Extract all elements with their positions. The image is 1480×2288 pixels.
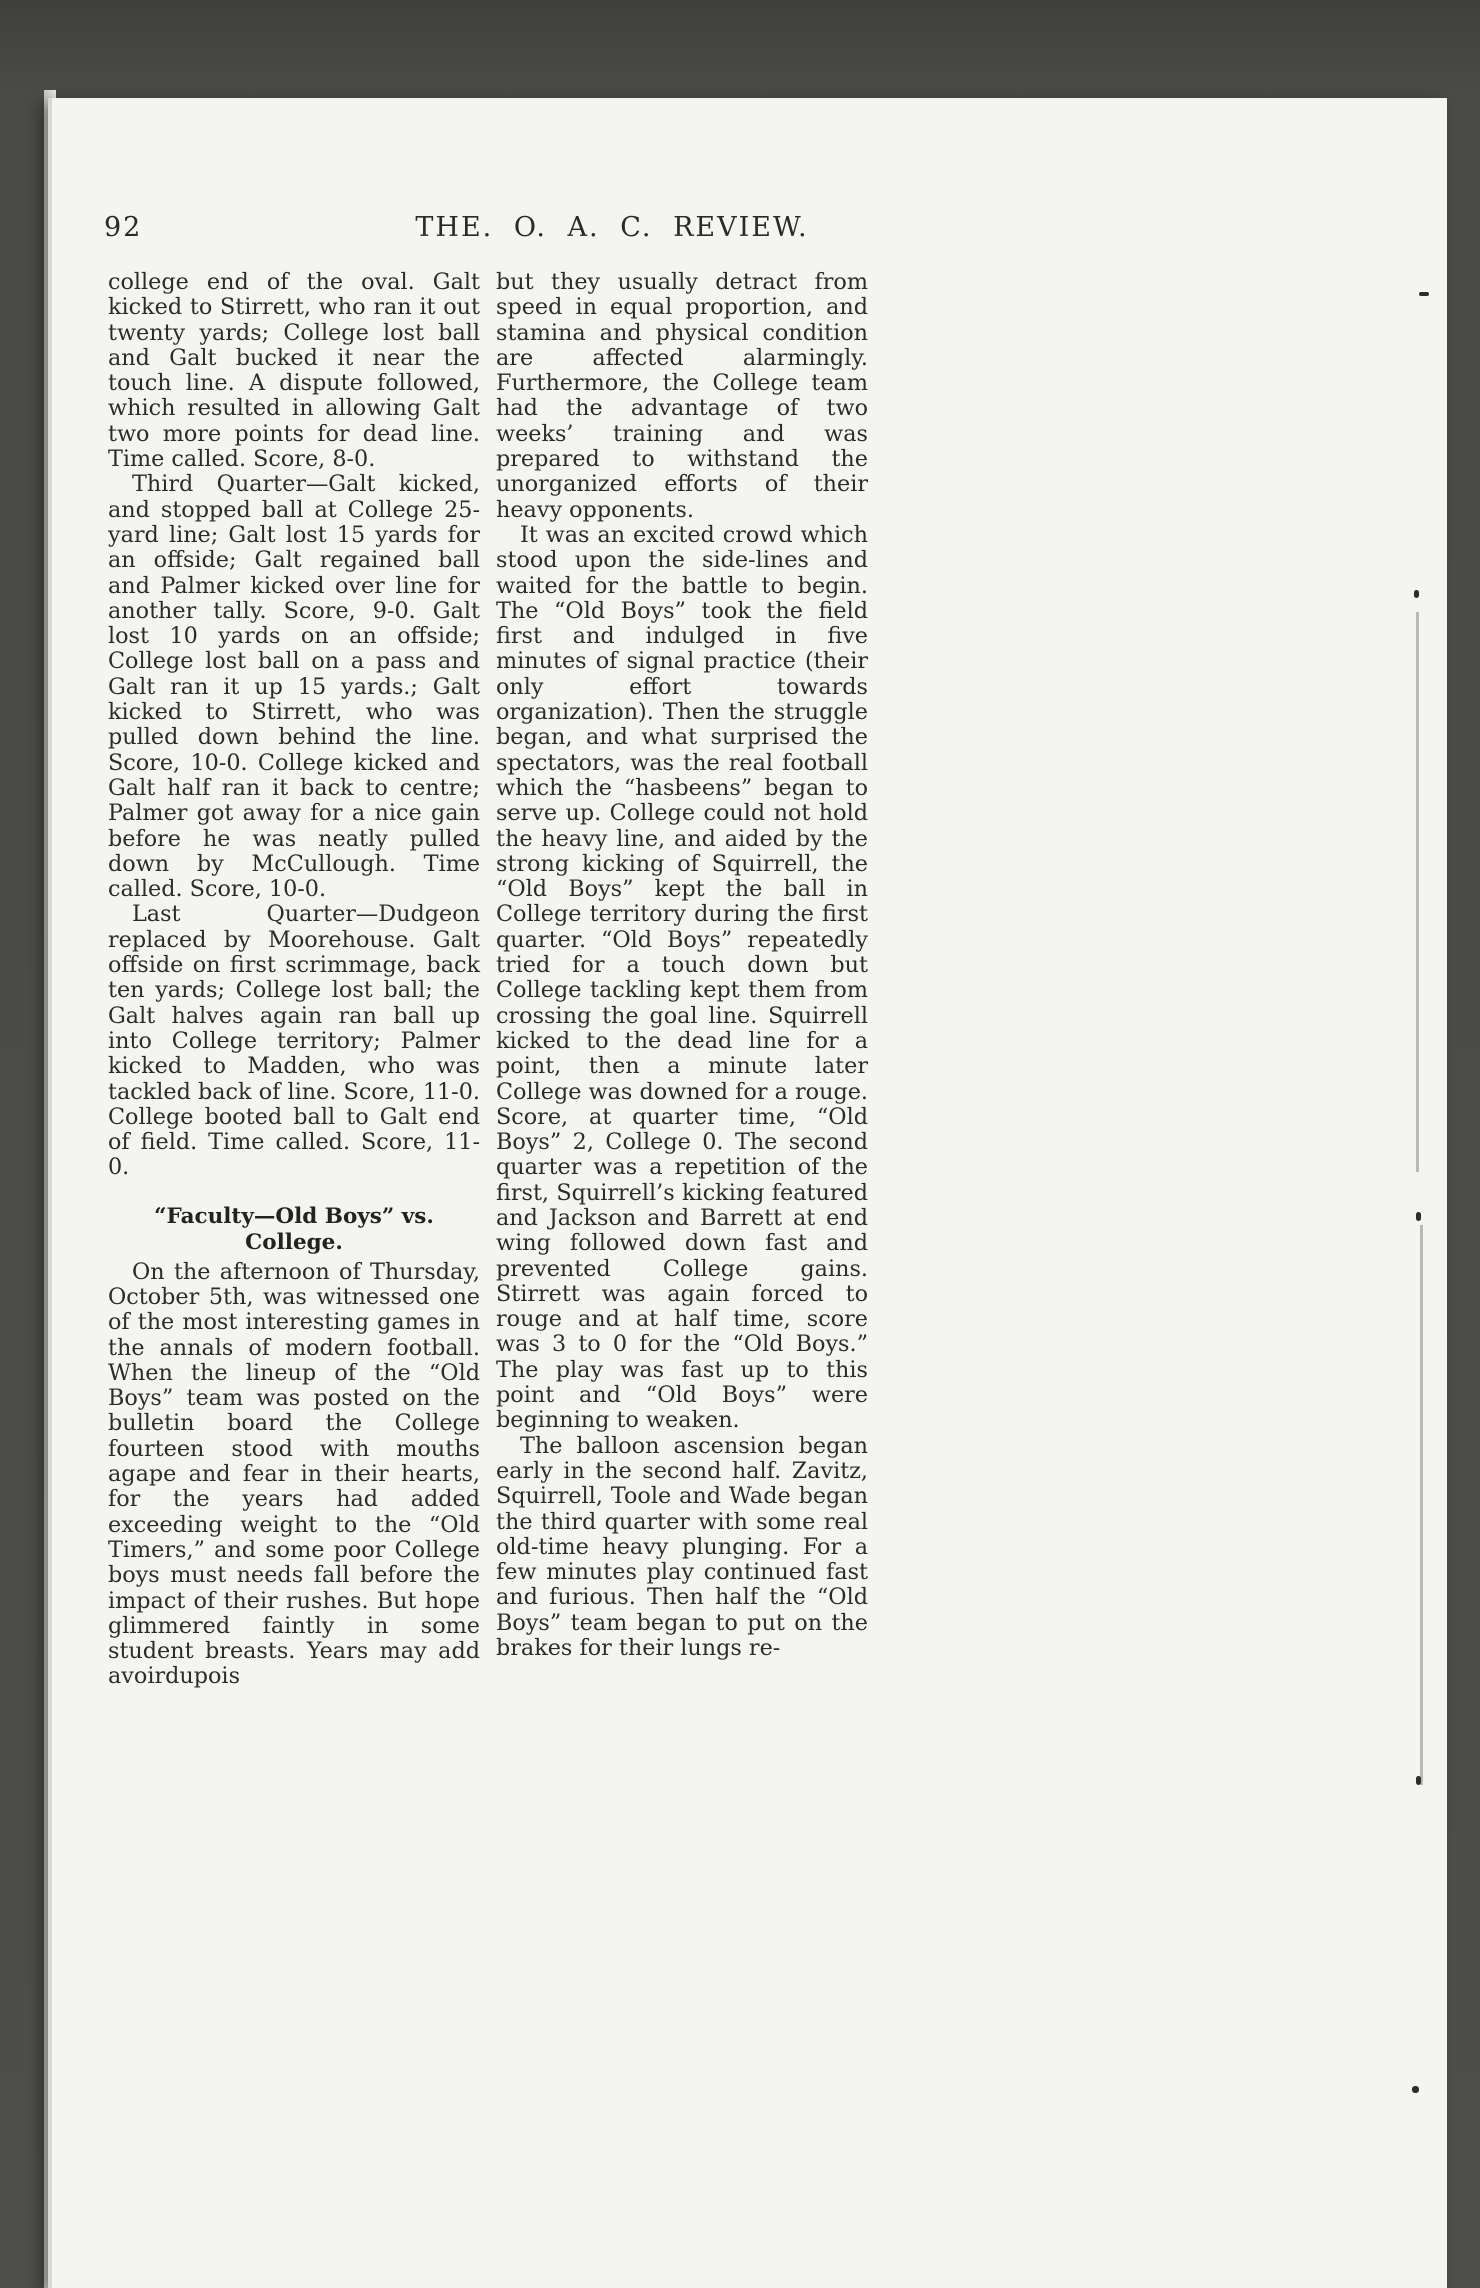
right-column bbox=[496, 270, 868, 1661]
section-heading: “Faculty—Old Boys” vs. College. bbox=[154, 1203, 434, 1255]
ink-speck bbox=[1412, 2086, 1419, 2093]
paragraph: Last Quarter—Dudgeon replaced by Moorehouse. Galt offside on first scrimmage, back ten yards; College lost ball; the Galt halves again ran ball up into College territory; Palmer kicked to Madden, who was tackled back of line. Score, 11-0. College booted ball to Galt end of field. Time called. Score, 11-0. bbox=[108, 901, 480, 1181]
paragraph: It was an excited crowd which stood upon the side-lines and waited for the battle to begin. The “Old Boys” took the field first and indulged in five minutes of signal practice (their only effort towards organization). Then the struggle began, and what surprised the spectators, was the real football which the “hasbeens” began to serve up. College could not hold the heavy line, and aided by the strong kicking of Squirrell, the “Old Boys” kept the ball in College territory during the first quarter. “Old Boys” repeatedly tried for a touch down but College tackling kept them from crossing the goal line. Squirrell kicked to the dead line for a point, then a minute later College was downed for a rouge. Score, at quarter time, “Old Boys” 2, College 0. The second quarter was a repetition of the first, Squirrell’s kicking featured and Jackson and Barrett at end wing followed down fast and prevented College gains. Stirrett was again forced to rouge and at half time, score was 3 to 0 for the “Old Boys.” The play was fast up to this point and “Old Boys” were beginning to weaken. bbox=[496, 521, 868, 1434]
paragraph: On the afternoon of Thursday, October 5th, was witnessed one of the most interesting games in the annals of modern football. When the lineup of the “Old Boys” team was posted on the bulletin board the College fourteen stood with mouths agape and fear in their hearts, for the years had added exceeding weight to the “Old Timers,” and some poor College boys must needs fall before the impact of their rushes. But hope glimmered faintly in some student breasts. Years may add avoirdupois bbox=[108, 1258, 480, 1690]
paragraph: college end of the oval. Galt kicked to Stirrett, who ran it out twenty yards; College lost ball and Galt bucked it near the touch line. A dispute followed, which resulted in allowing Galt two more points for dead line. Time called. Score, 8-0. bbox=[108, 269, 480, 473]
ink-speck bbox=[1416, 1212, 1421, 1221]
journal-title: THE. O. A. C. REVIEW. bbox=[415, 212, 809, 243]
left-column bbox=[108, 270, 480, 1690]
paragraph: Third Quarter—Galt kicked, and stopped ball at College 25-yard line; Galt lost 15 yards for an offside; Galt regained ball and Palmer kicked over line for another tally. Score, 9-0. Galt lost 10 yards on an offside; College lost ball on a pass and Galt ran it up 15 yards.; Galt kicked to Stirrett, who was pulled down behind the line. Score, 10-0. College kicked and Galt half ran it back to centre; Palmer got away for a nice gain before he was neatly pulled down by McCullough. Time called. Score, 10-0. bbox=[108, 471, 480, 903]
running-header bbox=[102, 212, 1122, 262]
page-number: 92 bbox=[104, 212, 143, 243]
paragraph: but they usually detract from speed in equal proportion, and stamina and physical condition are affected alarmingly. Furthermore, the College team had the advantage of two weeks’ training and was prepared to withstand the unorganized efforts of their heavy opponents. bbox=[496, 269, 868, 523]
ink-speck bbox=[1414, 590, 1419, 598]
ink-speck bbox=[1419, 292, 1429, 296]
ink-speck bbox=[1416, 1776, 1421, 1785]
margin-scratch bbox=[1420, 1225, 1423, 1785]
margin-scratch bbox=[1416, 612, 1419, 1172]
paragraph: The balloon ascension began early in the second half. Zavitz, Squirrell, Toole and Wade began the third quarter with some real old-time heavy plunging. For a few minutes play continued fast and furious. Then half the “Old Boys” team began to put on the brakes for their lungs re- bbox=[496, 1432, 868, 1662]
